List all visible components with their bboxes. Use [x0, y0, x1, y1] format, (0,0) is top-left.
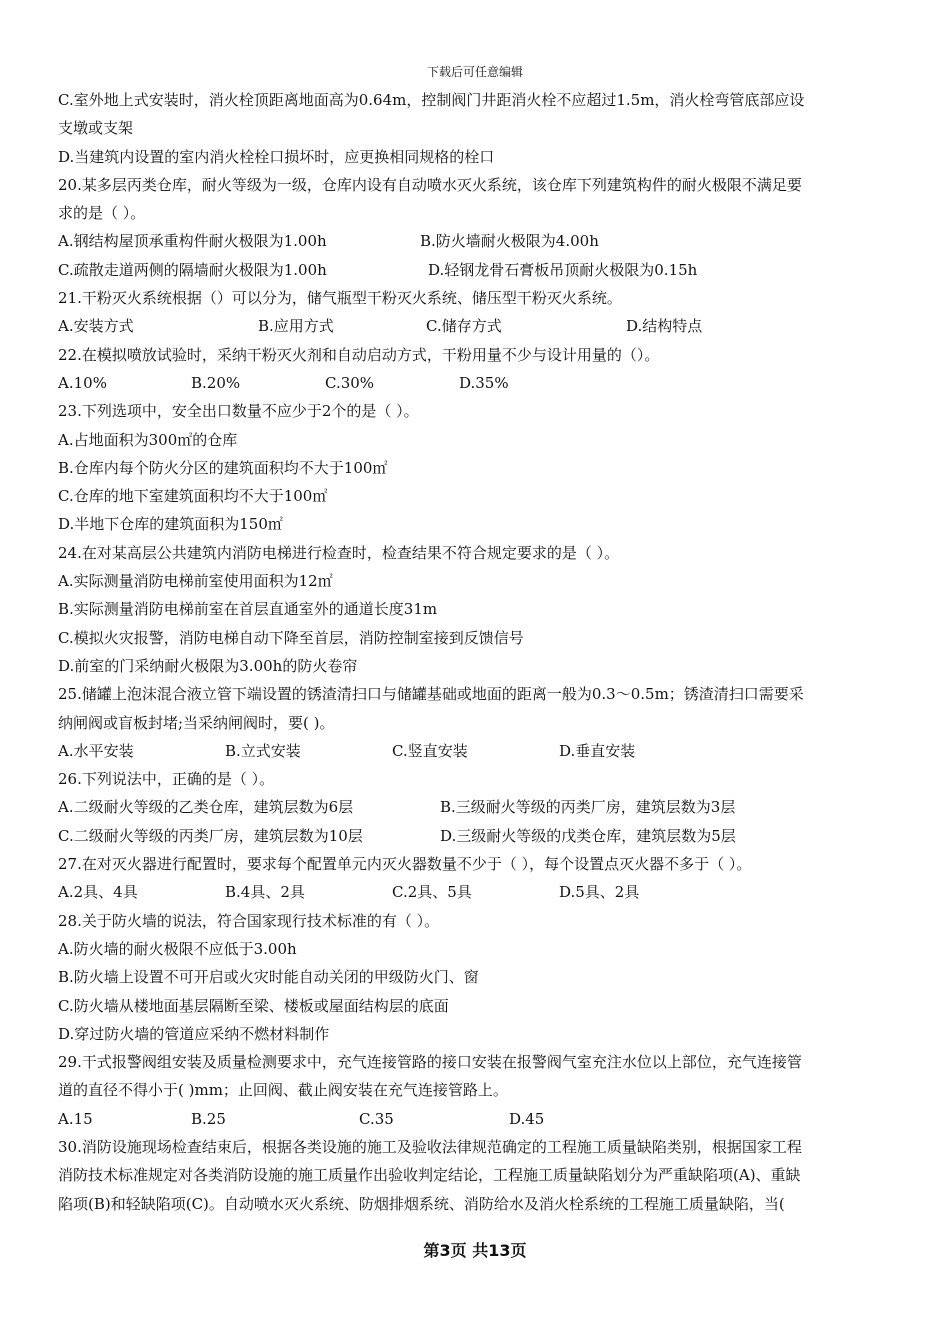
q24-option-d: D.前室的门采纳耐火极限为3.00h的防火卷帘 [58, 656, 358, 675]
q28-option-c: C.防火墙从楼地面基层隔断至梁、楼板或屋面结构层的底面 [58, 996, 449, 1015]
text-line: C.室外地上式安装时，消火栓顶距离地面高为0.64m，控制阀门井距消火栓不应超过1.5m，消火栓弯管底部应设 [58, 91, 805, 109]
q20-option-d: D.轻钢龙骨石膏板吊顶耐火极限为0.15h [428, 260, 698, 279]
q29-option-a: A.15 [58, 1109, 93, 1128]
question-26: 26.下列说法中，正确的是（ ）。 [58, 770, 275, 789]
q20-option-b: B.防火墙耐火极限为4.00h [420, 232, 599, 251]
q21-option-b: B.应用方式 [258, 317, 334, 336]
q28-option-d: D.穿过防火墙的管道应采纳不燃材料制作 [58, 1024, 330, 1043]
q26-option-d: D.三级耐火等级的戊类仓库，建筑层数为5层 [440, 826, 736, 845]
text-line: D.当建筑内设置的室内消火栓栓口损坏时，应更换相同规格的栓口 [58, 147, 495, 166]
q23-option-d: D.半地下仓库的建筑面积为150㎡ [58, 515, 283, 534]
question-27: 27.在对灭火器进行配置时，要求每个配置单元内灭火器数量不少于（ ），每个设置点灭火器不多于（ ）。 [58, 855, 752, 874]
q22-option-c: C.30% [325, 373, 375, 392]
q25-option-b: B.立式安装 [225, 741, 301, 760]
q27-option-c: C.2具、5具 [392, 883, 472, 902]
question-22: 22.在模拟喷放试验时，采纳干粉灭火剂和自动启动方式，干粉用量不少与设计用量的（）。 [58, 345, 660, 364]
q24-option-c: C.模拟火灾报警，消防电梯自动下降至首层，消防控制室接到反馈信号 [58, 628, 524, 647]
q23-option-b: B.仓库内每个防火分区的建筑面积均不大于100㎡ [58, 458, 388, 477]
text-line: 支墩或支架 [58, 119, 134, 138]
q26-option-a: A.二级耐火等级的乙类仓库，建筑层数为6层 [58, 798, 354, 817]
q20-option-a: A.钢结构屋顶承重构件耐火极限为1.00h [58, 232, 327, 251]
q21-option-a: A.安装方式 [58, 317, 134, 336]
question-30-cont-1: 消防技术标准规定对各类消防设施的施工质量作出验收判定结论，工程施工质量缺陷划分为严重缺陷项(A)、重缺 [58, 1166, 801, 1185]
q29-option-d: D.45 [509, 1109, 545, 1128]
q26-options-row-1 [58, 793, 898, 821]
question-30: 30.消防设施现场检查结束后，根据各类设施的施工及验收法律规范确定的工程施工质量缺陷类别，根据国家工程 [58, 1137, 802, 1156]
q20-option-c: C.疏散走道两侧的隔墙耐火极限为1.00h [58, 260, 327, 279]
q25-option-c: C.竖直安装 [392, 741, 468, 760]
question-20: 20.某多层丙类仓库，耐火等级为一级，仓库内设有自动喷水灭火系统，该仓库下列建筑构件的耐火极限不满足要 [58, 175, 802, 194]
question-25-cont: 纳闸阀或盲板封堵;当采纳闸阀时，要( )。 [58, 713, 335, 732]
question-21: 21.干粉灭火系统根据（）可以分为，储气瓶型干粉灭火系统、储压型干粉灭火系统。 [58, 289, 622, 308]
q29-option-c: C.35 [359, 1109, 394, 1128]
q28-option-b: B.防火墙上设置不可开启或火灾时能自动关闭的甲级防火门、窗 [58, 968, 479, 987]
q26-options-row-2 [58, 822, 898, 850]
question-29-cont: 道的直径不得小于( )mm；止回阀、截止阀安装在充气连接管路上。 [58, 1081, 508, 1100]
q27-option-a: A.2具、4具 [58, 883, 138, 902]
q27-option-d: D.5具、2具 [559, 883, 640, 902]
q20-options-row-2 [58, 256, 898, 284]
q21-option-d: D.结构特点 [626, 317, 703, 336]
q25-options [58, 737, 898, 765]
q20-options-row-1 [58, 227, 898, 255]
q24-option-a: A.实际测量消防电梯前室使用面积为12㎡ [58, 572, 333, 591]
q22-option-d: D.35% [459, 373, 509, 392]
question-24: 24.在对某高层公共建筑内消防电梯进行检查时，检查结果不符合规定要求的是（ ）。 [58, 543, 620, 562]
question-28: 28.关于防火墙的说法，符合国家现行技术标准的有（ ）。 [58, 911, 440, 930]
q27-options [58, 878, 898, 906]
q21-options [58, 312, 898, 340]
page-content [58, 86, 898, 1218]
q26-option-b: B.三级耐火等级的丙类厂房，建筑层数为3层 [440, 798, 736, 817]
q22-option-a: A.10% [58, 373, 107, 392]
question-29: 29.干式报警阀组安装及质量检测要求中，充气连接管路的接口安装在报警阀气室充注水位以上部位，充气连接管 [58, 1053, 802, 1072]
q24-option-b: B.实际测量消防电梯前室在首层直通室外的通道长度31m [58, 600, 438, 619]
page-header: 下载后可任意编辑 [426, 65, 523, 79]
question-25: 25.储罐上泡沫混合液立管下端设置的锈渣清扫口与储罐基础或地面的距离一般为0.3～0.5m；锈渣清扫口需要采 [58, 685, 804, 704]
question-20-cont: 求的是（ ）。 [58, 204, 146, 223]
q26-option-c: C.二级耐火等级的丙类厂房，建筑层数为10层 [58, 826, 363, 845]
q28-option-a: A.防火墙的耐火极限不应低于3.00h [58, 939, 297, 958]
q22-option-b: B.20% [191, 373, 241, 392]
q29-option-b: B.25 [191, 1109, 226, 1128]
q23-option-c: C.仓库的地下室建筑面积均不大于100㎡ [58, 487, 328, 506]
q23-option-a: A.占地面积为300㎡的仓库 [58, 430, 238, 449]
q29-options [58, 1105, 898, 1133]
q25-option-a: A.水平安装 [58, 741, 134, 760]
q27-option-b: B.4具、2具 [225, 883, 305, 902]
q25-option-d: D.垂直安装 [559, 741, 636, 760]
page-footer: 第3页 共13页 [423, 1241, 527, 1260]
question-30-cont-2: 陷项(B)和轻缺陷项(C)。自动喷水灭火系统、防烟排烟系统、消防给水及消火栓系统的工程施工质量缺陷，当( [58, 1194, 785, 1213]
question-23: 23.下列选项中，安全出口数量不应少于2个的是（ ）。 [58, 402, 419, 421]
q22-options [58, 369, 898, 397]
q21-option-c: C.储存方式 [426, 317, 502, 336]
